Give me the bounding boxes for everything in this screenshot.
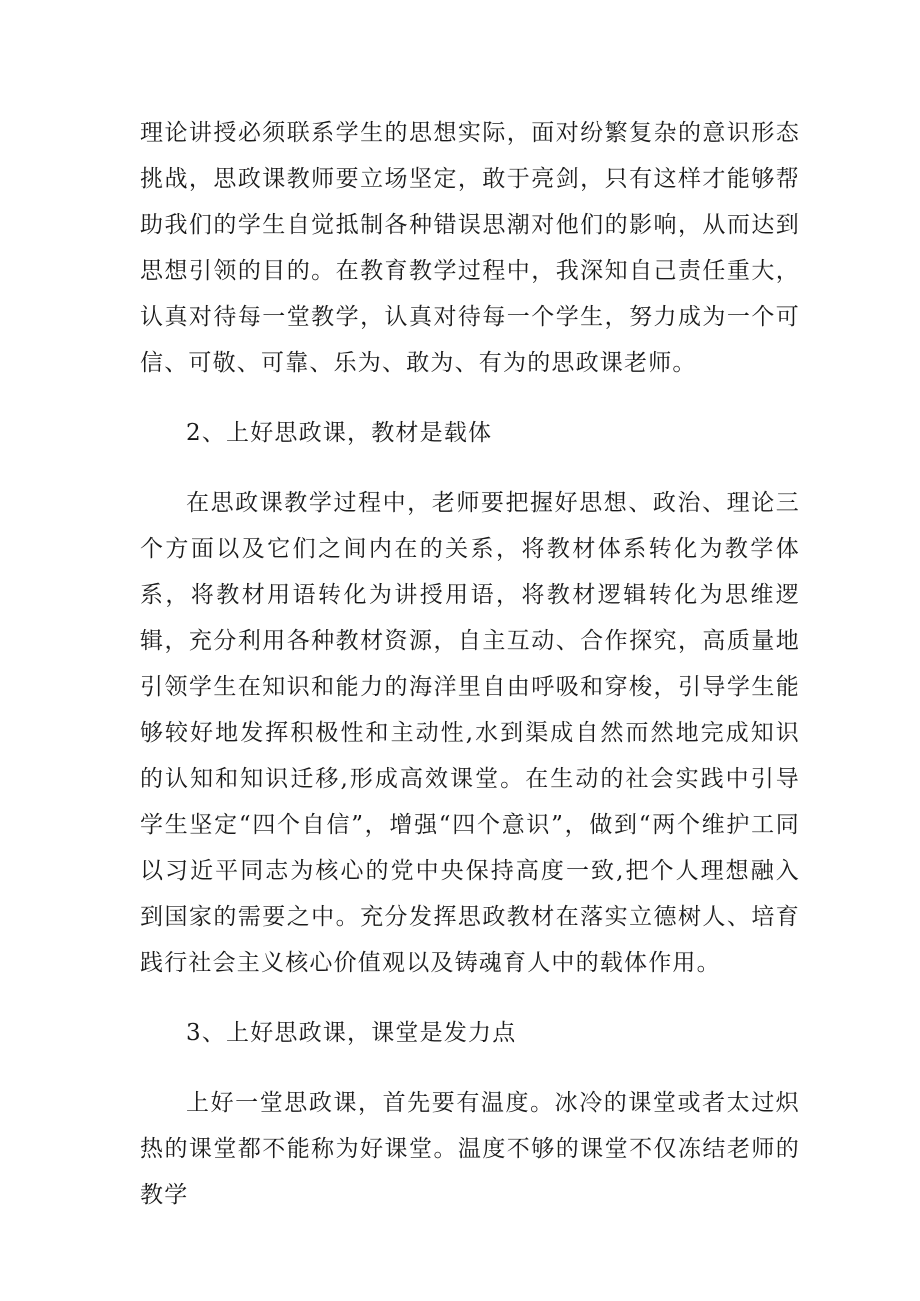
paragraph-textbook: 在思政课教学过程中，老师要把握好思想、政治、理论三个方面以及它们之间内在的关系，将教材体系转化为教学体系，将教材用语转化为讲授用语，将教材逻辑转化为思维逻辑，充分利用各种教材资源，自主互动、合作探究，高质量地引领学生在知识和能力的海洋里自由呼吸和穿梭，引导学生能够较好地发挥积极性和主动性,水到渠成自然而然地完成知识的认知和知识迁移,形成高效课堂。在生动的社会实践中引导学生坚定“四个自信”，增强“四个意识”，做到“两个维护工同以习近平同志为核心的党中央保持高度一致,把个人理想融入到国家的需要之中。充分发挥思政教材在落实立德树人、培育践行社会主义核心价值观以及铸魂育人中的载体作用。 bbox=[140, 490, 800, 976]
paragraph-classroom: 上好一堂思政课，首先要有温度。冰冷的课堂或者太过炽热的课堂都不能称为好课堂。温度不够的课堂不仅冻结老师的教学 bbox=[140, 1090, 800, 1208]
paragraph-continuation: 理论讲授必须联系学生的思想实际，面对纷繁复杂的意识形态挑战，思政课教师要立场坚定，敢于亮剑，只有这样才能够帮助我们的学生自觉抵制各种错误思潮对他们的影响，从而达到思想引领的目的。在教育教学过程中，我深知自己责任重大，认真对待每一堂教学，认真对待每一个学生，努力成为一个可信、可敬、可靠、乐为、敢为、有为的思政课老师。 bbox=[140, 120, 800, 376]
section-heading-3: 3、上好思政课，课堂是发力点 bbox=[186, 1020, 517, 1046]
section-heading-2: 2、上好思政课，教材是载体 bbox=[186, 420, 493, 446]
document-body bbox=[140, 110, 800, 1218]
